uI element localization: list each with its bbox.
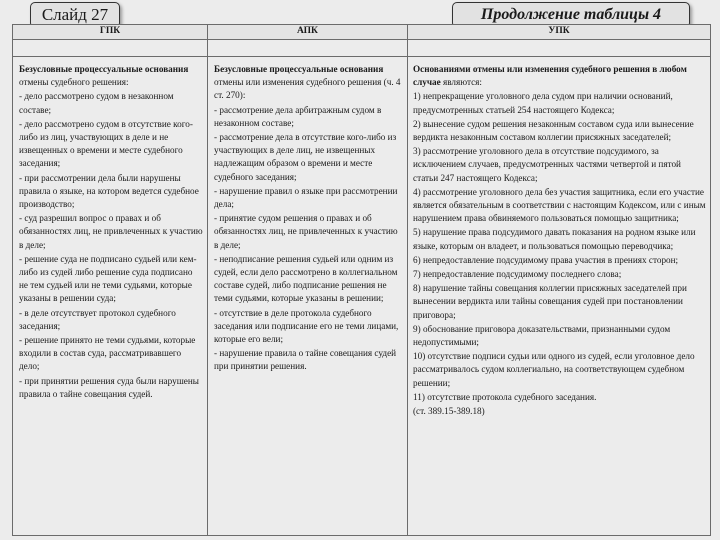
upk-items bbox=[413, 90, 706, 418]
list-item: 1) непрекращение уголовного дела судом при наличии оснований, предусмотренных статьей 254 настоящего Кодекса; bbox=[413, 91, 673, 115]
list-item: 3) рассмотрение уголовного дела в отсутствие подсудимого, за исключением случаев, предусмотренных частями четвертой и пятой статьи 247 настоящего Кодекса; bbox=[413, 146, 681, 183]
list-item: 4) рассмотрение уголовного дела без участия защитника, если его участие является обязательным в соответствии с настоящим Кодексом, или с иным нарушением права обвиняемого пользоваться помощью защитника; bbox=[413, 186, 706, 224]
header-upk: УПК bbox=[408, 25, 711, 40]
list-item: 10) отсутствие подписи судьи или одного из судей, если уголовное дело рассматривалось судом коллегиально, на соответствующем судебном решении; bbox=[413, 351, 695, 388]
list-item: - в деле отсутствует протокол судебного заседания; bbox=[19, 307, 176, 331]
list-item: - дело рассмотрено судом в незаконном составе; bbox=[19, 91, 174, 115]
list-item: - нарушение правила о тайне совещания судей при принятии решения. bbox=[214, 348, 397, 372]
list-item: - дело рассмотрено судом в отсутствие кого-либо из лиц, участвующих в деле и не извещенных о времени и месте судебного заседания; bbox=[19, 118, 193, 169]
apk-intro-bold: Безусловные процессуальные основания bbox=[214, 64, 384, 74]
gpk-intro-bold: Безусловные процессуальные основания bbox=[19, 64, 189, 74]
list-item: 8) нарушение тайны совещания коллегии присяжных заседателей при вынесении вердикта или тайны совещания судей при постановлении приговора; bbox=[413, 283, 687, 320]
table-continuation-label: Продолжение таблицы 4 bbox=[452, 2, 690, 28]
list-item: 6) непредоставление подсудимому права участия в прениях сторон; bbox=[413, 254, 679, 265]
list-item: - рассмотрение дела в отсутствие кого-либо из участвующих в деле лиц, не извещенных надлежащим образом о времени и месте судебного заседания; bbox=[214, 132, 397, 182]
list-item: (ст. 389.15-389.18) bbox=[413, 406, 485, 417]
gpk-intro bbox=[19, 63, 203, 89]
gpk-cell bbox=[13, 57, 208, 536]
header-row bbox=[13, 25, 711, 40]
list-item: - нарушение правил о языке при рассмотрении дела; bbox=[214, 185, 398, 210]
list-item: - рассмотрение дела арбитражным судом в незаконном составе; bbox=[214, 104, 382, 128]
list-item: - неподписание решения судьей или одним из судей, если дело рассмотрено в коллегиальном составе судей, либо подписание решения не теми судьями, которые указаны в решении; bbox=[214, 253, 398, 304]
upk-intro bbox=[413, 63, 706, 89]
header-apk: АПК bbox=[208, 25, 408, 40]
upk-cell bbox=[408, 57, 711, 536]
upk-intro-bold: Основаниями отмены или изменения судебного решения в любом случае bbox=[413, 64, 687, 88]
list-item: 9) обоснование приговора доказательствами, признанными судом недопустимыми; bbox=[413, 323, 671, 348]
content-row bbox=[13, 57, 711, 536]
apk-cell bbox=[208, 57, 408, 536]
list-item: 11) отсутствие протокола судебного заседания. bbox=[413, 391, 597, 402]
apk-intro-text: отмены или изменения судебного решения (ч. 4 ст. 270): bbox=[214, 77, 401, 101]
list-item: - принятие судом решения о правах и об обязанностях лиц, не привлеченных к участию в деле; bbox=[214, 213, 398, 250]
list-item: - при рассмотрении дела были нарушены правила о языке, на котором ведется судебное производство; bbox=[19, 172, 199, 210]
upk-intro-text: являются: bbox=[440, 77, 482, 88]
list-item: - решение суда не подписано судьей или кем-либо из судей либо решение суда подписано не тем судьей или не теми судьями, которые указаны в решении суда; bbox=[19, 253, 197, 304]
gpk-intro-text: отмены судебного решения: bbox=[19, 77, 129, 88]
list-item: - суд разрешил вопрос о правах и об обязанностях лиц, не привлеченных к участию в деле; bbox=[19, 213, 203, 250]
list-item: 7) непредоставление подсудимому последнего слова; bbox=[413, 269, 622, 280]
list-item: - отсутствие в деле протокола судебного заседания или подписание его не теми лицами, которые его вели; bbox=[214, 307, 399, 345]
list-item: - при принятии решения суда были нарушены правила о тайне совещания судей. bbox=[19, 375, 199, 399]
list-item: - решение принято не теми судьями, которые входили в состав суда, рассматривавшего дело; bbox=[19, 335, 196, 372]
comparison-table bbox=[12, 24, 711, 536]
list-item: 5) нарушение права подсудимого давать показания на родном языке или языке, которым он владеет, и пользоваться помощью переводчика; bbox=[413, 227, 696, 251]
header-gpk: ГПК bbox=[13, 25, 208, 40]
gpk-items bbox=[19, 90, 203, 401]
list-item: 2) вынесение судом решения незаконным составом суда или вынесение вердикта незаконным составом коллегии присяжных заседателей; bbox=[413, 118, 694, 143]
apk-items bbox=[214, 104, 403, 374]
spacer-row bbox=[13, 40, 711, 57]
apk-intro bbox=[214, 63, 403, 103]
slide-number-label: Слайд 27 bbox=[30, 2, 120, 28]
